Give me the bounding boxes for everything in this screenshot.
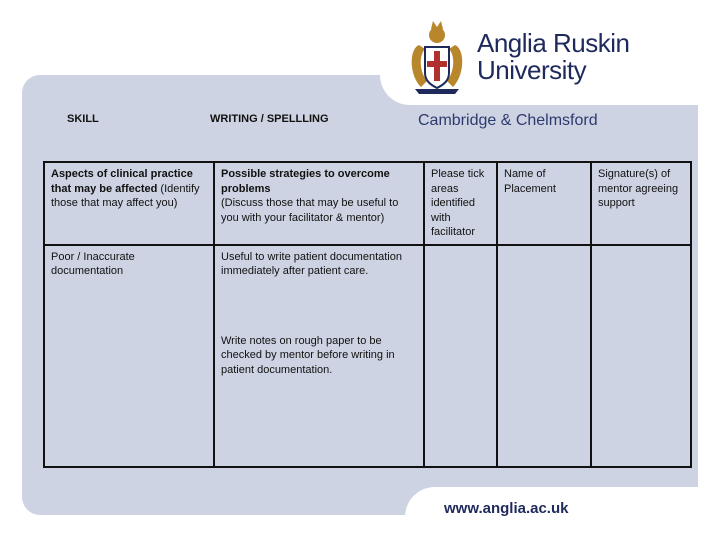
university-logo [405, 15, 705, 100]
cell-placement[interactable] [497, 245, 591, 468]
university-name-line2: University [477, 55, 587, 85]
strategy-text-2: Write notes on rough paper to be checked by mentor before writing in patient documentation. [221, 334, 395, 376]
header-tick: Please tick areas identified with facilitator [424, 162, 497, 245]
website-url[interactable]: www.anglia.ac.uk [444, 500, 569, 517]
cell-tick[interactable] [424, 245, 497, 468]
header-strategies-title: Possible strategies to overcome problems [221, 168, 390, 195]
header-strategies-note: (Discuss those that may be useful to you with your facilitator & mentor) [221, 197, 399, 224]
skill-label: SKILL [67, 113, 99, 125]
table-row [44, 245, 691, 468]
header-aspects-title: Aspects of clinical practice that may be affected [51, 168, 193, 195]
university-crest-icon [405, 15, 469, 95]
strategy-text-1: Useful to write patient documentation immediately after patient care. [221, 250, 402, 277]
support-plan-table [43, 161, 692, 468]
cell-signature[interactable] [591, 245, 691, 468]
header-strategies [214, 162, 424, 245]
header-signature: Signature(s) of mentor agreeing support [591, 162, 691, 245]
footer-notch [405, 487, 720, 547]
university-name-line1: Anglia Ruskin [477, 28, 630, 58]
cell-strategy [214, 245, 424, 468]
header-aspects [44, 162, 214, 245]
table-header-row [44, 162, 691, 245]
campus-label: Cambridge & Chelmsford [418, 112, 598, 129]
cell-aspect: Poor / Inaccurate documentation [44, 245, 214, 468]
header-placement: Name of Placement [497, 162, 591, 245]
university-name [477, 30, 629, 84]
header-aspects-note: (Identify those that may affect you) [51, 182, 200, 209]
skill-value: WRITING / SPELLLING [210, 113, 329, 125]
